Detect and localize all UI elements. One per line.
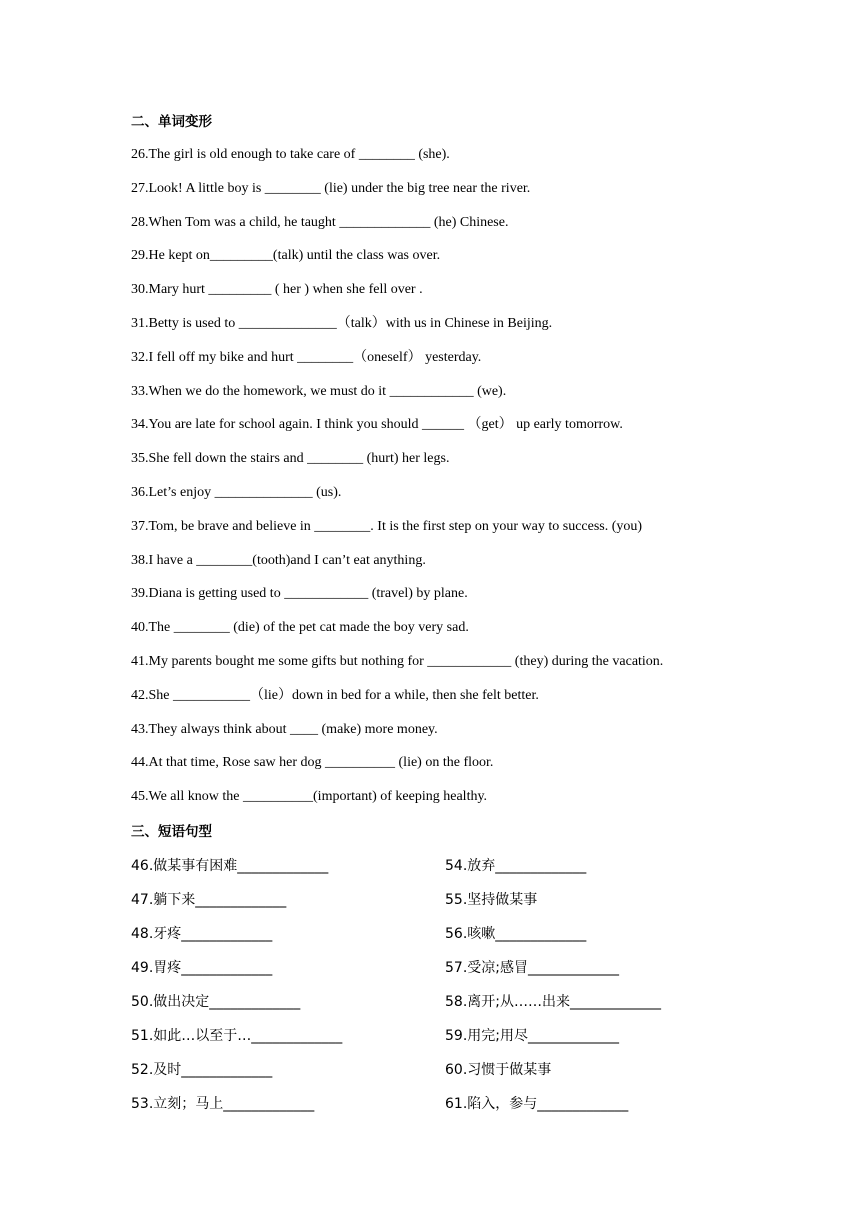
question-item: 41.My parents bought me some gifts but nothing for ____________ (they) during the vacation. bbox=[131, 653, 664, 669]
phrase-row bbox=[131, 1095, 751, 1129]
question-item: 32.I fell off my bike and hurt ________（oneself） yesterday. bbox=[131, 349, 482, 365]
phrase-row bbox=[131, 891, 751, 925]
question-item: 44.At that time, Rose saw her dog __________ (lie) on the floor. bbox=[131, 755, 494, 771]
question-item: 45.We all know the __________(important) of keeping healthy. bbox=[131, 789, 488, 805]
phrase-item: 49.胃疼_____________ bbox=[131, 960, 273, 976]
question-item: 30.Mary hurt _________ ( her ) when she fell over . bbox=[131, 282, 423, 298]
question-item: 28.When Tom was a child, he taught _____________ (he) Chinese. bbox=[131, 214, 509, 230]
phrase-item: 46.做某事有困难_____________ bbox=[131, 858, 329, 874]
phrase-row bbox=[131, 857, 751, 891]
phrase-item: 55.坚持做某事 bbox=[445, 892, 538, 908]
question-item: 42.She ___________（lie）down in bed for a while, then she felt better. bbox=[131, 687, 539, 703]
phrase-item: 50.做出决定_____________ bbox=[131, 994, 301, 1010]
phrase-row bbox=[131, 925, 751, 959]
phrase-item: 56.咳嗽_____________ bbox=[445, 926, 587, 942]
phrase-item: 47.躺下来_____________ bbox=[131, 892, 287, 908]
question-item: 29.He kept on_________(talk) until the class was over. bbox=[131, 248, 441, 264]
question-item: 35.She fell down the stairs and ________ (hurt) her legs. bbox=[131, 451, 450, 467]
phrase-item: 60.习惯于做某事 bbox=[445, 1062, 552, 1078]
question-item: 43.They always think about ____ (make) more money. bbox=[131, 721, 438, 737]
phrase-item: 58.离开;从……出来_____________ bbox=[445, 994, 661, 1010]
phrase-item: 54.放弃_____________ bbox=[445, 858, 587, 874]
question-item: 38.I have a ________(tooth)and I can’t eat anything. bbox=[131, 552, 426, 568]
phrase-row bbox=[131, 959, 751, 993]
phrase-item: 59.用完;用尽_____________ bbox=[445, 1028, 619, 1044]
question-item: 31.Betty is used to ______________（talk）with us in Chinese in Beijing. bbox=[131, 315, 553, 331]
phrase-item: 51.如此…以至于…_____________ bbox=[131, 1028, 343, 1044]
question-item: 36.Let’s enjoy ______________ (us). bbox=[131, 484, 342, 500]
phrase-item: 53.立刻；马上_____________ bbox=[131, 1096, 315, 1112]
question-item: 26.The girl is old enough to take care of ________ (she). bbox=[131, 147, 450, 162]
phrase-row bbox=[131, 1061, 751, 1095]
phrase-row bbox=[131, 993, 751, 1027]
word-form-question-list bbox=[131, 146, 831, 822]
phrase-row bbox=[131, 1027, 751, 1061]
question-item: 34.You are late for school again. I think you should ______ （get） up early tomorrow. bbox=[131, 417, 623, 433]
phrase-grid bbox=[131, 857, 751, 1129]
question-item: 39.Diana is getting used to ____________ (travel) by plane. bbox=[131, 586, 468, 602]
question-item: 27.Look! A little boy is ________ (lie) under the big tree near the river. bbox=[131, 180, 531, 196]
question-item: 40.The ________ (die) of the pet cat made the boy very sad. bbox=[131, 620, 469, 636]
section-heading-phrases: 三、短语句型 bbox=[131, 824, 212, 840]
phrase-item: 48.牙疼_____________ bbox=[131, 926, 273, 942]
question-item: 37.Tom, be brave and believe in ________. It is the first step on your way to success. (you) bbox=[131, 518, 643, 534]
phrase-item: 52.及时_____________ bbox=[131, 1062, 273, 1078]
phrase-item: 57.受凉;感冒_____________ bbox=[445, 960, 619, 976]
phrase-item: 61.陷入，参与_____________ bbox=[445, 1096, 629, 1112]
question-item: 33.When we do the homework, we must do it ____________ (we). bbox=[131, 383, 507, 399]
section-heading-word-forms: 二、单词变形 bbox=[131, 114, 212, 130]
